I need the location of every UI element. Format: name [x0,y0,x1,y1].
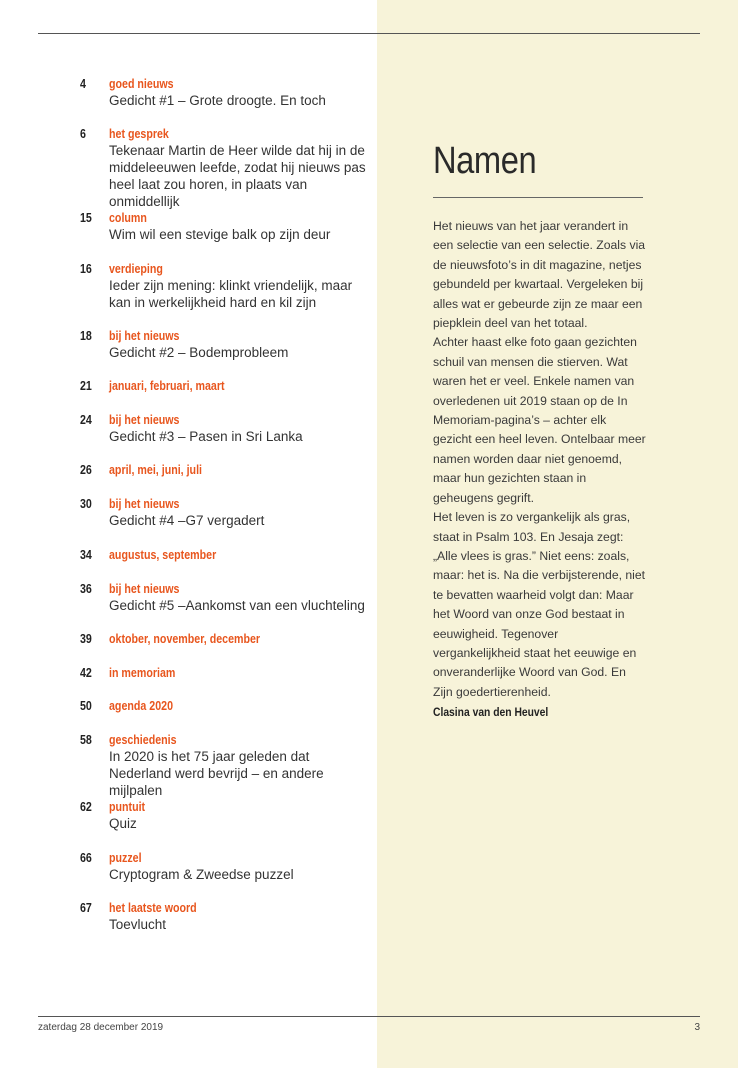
toc-page-number: 6 [80,126,86,141]
toc-description: Tekenaar Martin de Heer wilde dat hij in de middeleeuwen leefde, zodat hij nieuws pas heel laat zou horen, in plaats van onmiddellijk [109,143,366,209]
toc-page-number: 58 [80,732,92,747]
toc-entry[interactable] [80,849,370,899]
toc-entry[interactable] [80,461,370,495]
article-paragraph: Het leven is zo vergankelijk als gras, staat in Psalm 103. En Jesaja zegt: „Alle vlees is gras.” Niet eens: zoals, maar: het is. Na die verbijsterende, niet te bevatten waarheid volgt dan: Maar het Woord van onze God bestaat in eeuwigheid. Tegenover vergankelijkheid staat het eeuwige en onveranderlijke Woord van God. En Zijn goedertierenheid. [433,510,646,699]
toc-entry[interactable] [80,580,370,630]
toc-heading: geschiedenis [109,732,177,747]
toc-page-number: 4 [80,76,86,91]
toc-heading: column [109,210,147,225]
toc-page-number: 15 [80,210,92,225]
article-body [433,217,647,702]
toc-entry[interactable] [80,899,370,939]
toc-description: Toevlucht [109,917,167,932]
toc-description: Gedicht #2 – Bodemprobleem [109,345,289,360]
toc-heading: verdieping [109,261,163,276]
toc-entry[interactable] [80,377,370,411]
toc-description: Gedicht #5 –Aankomst van een vluchteling [109,598,365,613]
toc-entry[interactable] [80,75,370,125]
toc-entry[interactable] [80,411,370,461]
toc-page-number: 50 [80,698,92,713]
toc-entry[interactable] [80,798,370,849]
toc-heading: agenda 2020 [109,698,173,713]
footer-date: zaterdag 28 december 2019 [38,1022,164,1033]
toc-entry[interactable] [80,125,370,209]
toc-heading: januari, februari, maart [109,378,225,393]
toc-heading: bij het nieuws [109,412,180,427]
toc-page-number: 18 [80,328,92,343]
toc-heading: goed nieuws [109,76,174,91]
toc-page-number: 67 [80,900,92,915]
toc-page-number: 30 [80,496,92,511]
toc-heading: augustus, september [109,547,217,562]
toc-entry[interactable] [80,731,370,798]
article-paragraph: Het nieuws van het jaar verandert in een selectie van een selectie. Zoals via de nieuwsfoto’s in dit magazine, netjes gebundeld per kwartaal. Vergeleken bij alles wat er gebeurde zijn ze maar een piepklein deel van het totaal. [433,219,646,331]
toc-description: Gedicht #1 – Grote droogte. En toch [109,93,326,108]
toc-page-number: 42 [80,665,92,680]
article-paragraph: Achter haast elke foto gaan gezichten schuil van mensen die stierven. Wat waren het er veel. Enkele namen van overledenen uit 2019 staan op de In Memoriam-pagina’s – achter elk gezicht een heel leven. Ontelbaar meer namen worden daar niet genoemd, maar hun gezichten staan in geheugens gegrift. [433,335,646,505]
toc-description: Wim wil een stevige balk op zijn deur [109,227,331,242]
toc-page-number: 21 [80,378,92,393]
title-divider [433,197,643,198]
toc-description: Gedicht #4 –G7 vergadert [109,513,265,528]
toc-description: Ieder zijn mening: klinkt vriendelijk, maar kan in werkelijkheid hard en kil zijn [109,278,353,310]
toc-heading: bij het nieuws [109,496,180,511]
toc-heading: het laatste woord [109,900,197,915]
toc-description: Cryptogram & Zweedse puzzel [109,867,294,882]
toc-description: Gedicht #3 – Pasen in Sri Lanka [109,429,303,444]
toc-entry[interactable] [80,630,370,664]
toc-page-number: 66 [80,850,92,865]
toc-description: Quiz [109,816,137,831]
toc-description: In 2020 is het 75 jaar geleden dat Nederland werd bevrijd – en andere mijlpalen [109,749,324,798]
toc-heading: bij het nieuws [109,328,180,343]
top-divider [38,33,700,34]
article-title: Namen [433,140,537,182]
page-number: 3 [694,1022,700,1033]
bottom-divider [38,1016,700,1017]
toc-page-number: 16 [80,261,92,276]
toc-heading: oktober, november, december [109,631,261,646]
toc-heading: puzzel [109,850,142,865]
toc-entry[interactable] [80,697,370,731]
toc-entry[interactable] [80,495,370,546]
toc-page-number: 26 [80,462,92,477]
toc-page-number: 62 [80,799,92,814]
toc-entry[interactable] [80,327,370,377]
toc-heading: puntuit [109,799,146,814]
toc-entry[interactable] [80,664,370,697]
toc-heading: het gesprek [109,126,169,141]
toc-page-number: 39 [80,631,92,646]
toc-heading: in memoriam [109,665,176,680]
toc-entry[interactable] [80,260,370,327]
table-of-contents [80,75,370,939]
article-author: Clasina van den Heuvel [433,705,549,719]
toc-heading: bij het nieuws [109,581,180,596]
toc-page-number: 24 [80,412,92,427]
toc-heading: april, mei, juni, juli [109,462,203,477]
toc-entry[interactable] [80,209,370,260]
toc-entry[interactable] [80,546,370,580]
toc-page-number: 36 [80,581,92,596]
toc-page-number: 34 [80,547,92,562]
